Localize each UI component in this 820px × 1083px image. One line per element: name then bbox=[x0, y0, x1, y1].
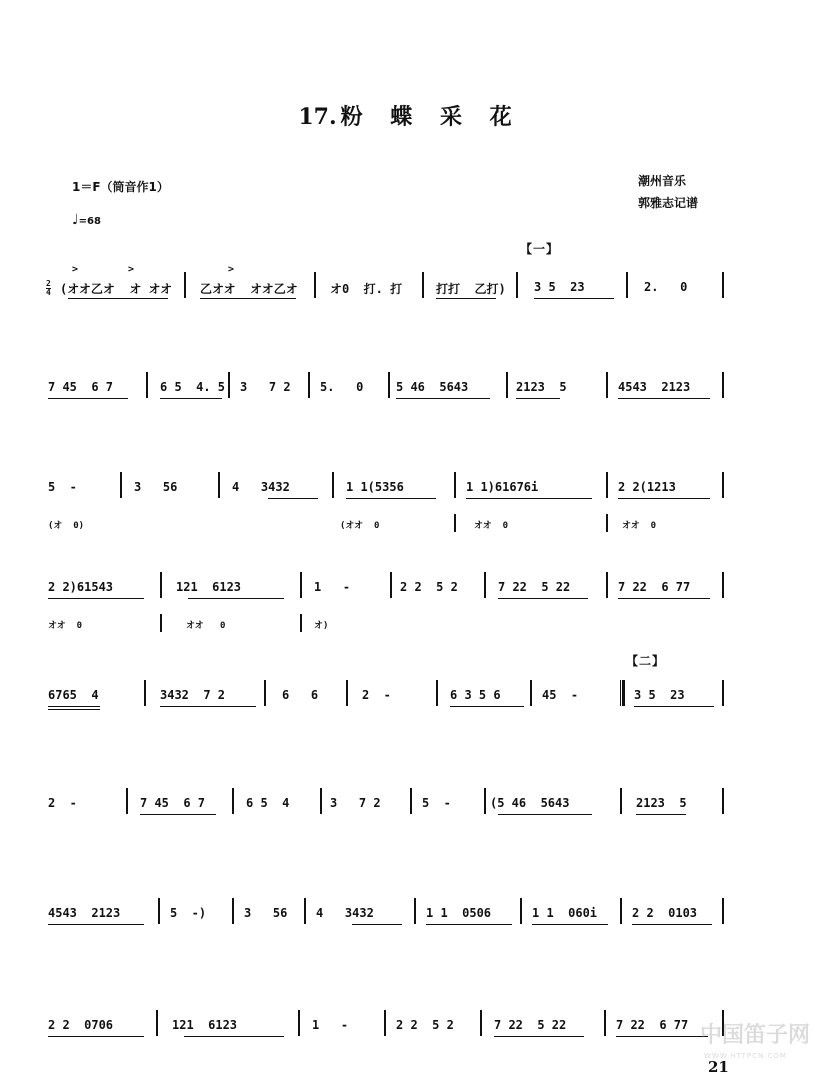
beam bbox=[184, 1036, 284, 1037]
barline bbox=[606, 472, 608, 498]
measure: 5 - bbox=[422, 796, 451, 810]
barline bbox=[722, 788, 724, 814]
barline bbox=[300, 572, 302, 598]
time-signature-top: 2 bbox=[46, 279, 51, 288]
measure: 5. 0 bbox=[320, 380, 364, 394]
measure: 2 2(1213 bbox=[618, 480, 676, 494]
barline bbox=[620, 898, 622, 924]
barline bbox=[320, 788, 322, 814]
measure: 3 5 23 bbox=[634, 688, 685, 702]
measure: 4543 2123 bbox=[48, 906, 121, 920]
barline bbox=[414, 898, 416, 924]
barline bbox=[436, 680, 438, 706]
notation-line-6 bbox=[0, 796, 820, 828]
barline bbox=[158, 898, 160, 924]
beam bbox=[494, 1036, 584, 1037]
beam bbox=[618, 398, 710, 399]
barline bbox=[722, 680, 724, 706]
barline bbox=[530, 680, 532, 706]
barline bbox=[722, 372, 724, 398]
section-marker-2: 【二】 bbox=[626, 654, 666, 668]
page-number: 21 bbox=[708, 1058, 729, 1076]
beam bbox=[498, 598, 588, 599]
measure: 7 22 6 77 bbox=[616, 1018, 689, 1032]
notation-credit: 郭雅志记谱 bbox=[638, 196, 699, 210]
barline bbox=[264, 680, 266, 706]
beam bbox=[48, 1036, 144, 1037]
barline bbox=[422, 272, 424, 298]
measure: 6765 4 bbox=[48, 688, 99, 702]
measure: (オオ乙オ オ オオ bbox=[60, 282, 173, 296]
barline bbox=[388, 372, 390, 398]
barline bbox=[146, 372, 148, 398]
beam bbox=[532, 924, 608, 925]
piece-number: 17. bbox=[298, 104, 337, 130]
measure: 7 22 5 22 bbox=[494, 1018, 567, 1032]
measure: 1 - bbox=[312, 1018, 349, 1032]
notation-line-3 bbox=[0, 480, 820, 512]
barline bbox=[410, 788, 412, 814]
barline bbox=[620, 788, 622, 814]
barline bbox=[606, 572, 608, 598]
barline bbox=[606, 372, 608, 398]
measure: 2. 0 bbox=[644, 280, 688, 294]
barline bbox=[300, 614, 302, 632]
measure: 45 - bbox=[542, 688, 579, 702]
measure: 1 1)61676i bbox=[466, 480, 539, 494]
measure: 乙オオ オオ乙オ bbox=[200, 282, 298, 296]
barline bbox=[520, 898, 522, 924]
measure: 6 3 5 6 bbox=[450, 688, 501, 702]
barline bbox=[384, 1010, 386, 1036]
barline bbox=[606, 514, 608, 532]
measure: 4 3432 bbox=[316, 906, 374, 920]
beam bbox=[48, 709, 100, 710]
percussion-measure: オオ 0 bbox=[622, 521, 656, 531]
beam bbox=[352, 924, 402, 925]
percussion-measure: (オ 0) bbox=[48, 521, 85, 531]
watermark-text: 中国笛子网 bbox=[700, 1023, 811, 1048]
percussion-measure: (オオ 0 bbox=[340, 521, 380, 531]
measure: 2 - bbox=[362, 688, 391, 702]
barline bbox=[160, 572, 162, 598]
barline bbox=[120, 472, 122, 498]
measure: 1 1 0506 bbox=[426, 906, 492, 920]
barline bbox=[298, 1010, 300, 1036]
measure: 2 2)61543 bbox=[48, 580, 114, 594]
beam bbox=[268, 498, 318, 499]
measure: 3 7 2 bbox=[330, 796, 381, 810]
percussion-measure: オオ 0 bbox=[48, 621, 82, 631]
beam bbox=[634, 706, 714, 707]
barline bbox=[144, 680, 146, 706]
measure: 7 45 6 7 bbox=[140, 796, 206, 810]
measure: 3432 7 2 bbox=[160, 688, 226, 702]
beam bbox=[160, 398, 222, 399]
percussion-measure: オ) bbox=[314, 621, 329, 631]
beam bbox=[498, 814, 592, 815]
barline bbox=[346, 680, 348, 706]
barline bbox=[722, 472, 724, 498]
measure: 1 - bbox=[314, 580, 351, 594]
measure: 3 5 23 bbox=[534, 280, 585, 294]
measure: 2 2 5 2 bbox=[400, 580, 458, 594]
barline bbox=[228, 372, 230, 398]
accent-mark: > bbox=[72, 264, 79, 275]
beam bbox=[618, 498, 710, 499]
barline bbox=[516, 272, 518, 298]
measure: 3 7 2 bbox=[240, 380, 291, 394]
measure: 2123 5 bbox=[636, 796, 687, 810]
beam bbox=[48, 598, 144, 599]
beam bbox=[426, 924, 512, 925]
measure: 6 5 4. 5 bbox=[160, 380, 226, 394]
barline bbox=[308, 372, 310, 398]
accent-mark: > bbox=[128, 264, 135, 275]
barline bbox=[484, 788, 486, 814]
barline bbox=[454, 472, 456, 498]
measure: 4543 2123 bbox=[618, 380, 691, 394]
barline bbox=[218, 472, 220, 498]
barline bbox=[480, 1010, 482, 1036]
beam bbox=[140, 814, 216, 815]
measure: (5 46 5643 bbox=[490, 796, 570, 810]
beam bbox=[636, 814, 686, 815]
barline bbox=[506, 372, 508, 398]
barline bbox=[626, 272, 628, 298]
barline bbox=[156, 1010, 158, 1036]
measure: 5 46 5643 bbox=[396, 380, 469, 394]
barline bbox=[332, 472, 334, 498]
measure: オ0 打. 打 bbox=[330, 282, 403, 296]
barline bbox=[722, 572, 724, 598]
barline bbox=[484, 572, 486, 598]
source-info bbox=[638, 170, 698, 214]
measure: 1 1 060i bbox=[532, 906, 598, 920]
beam bbox=[48, 398, 128, 399]
barline bbox=[390, 572, 392, 598]
barline bbox=[454, 514, 456, 532]
beam bbox=[534, 298, 614, 299]
barline bbox=[184, 272, 186, 298]
beam bbox=[200, 298, 296, 299]
measure: 2123 5 bbox=[516, 380, 567, 394]
tempo-marking bbox=[72, 212, 101, 228]
barline bbox=[722, 898, 724, 924]
watermark bbox=[680, 1010, 810, 1065]
measure: 5 -) bbox=[170, 906, 207, 920]
notation-line-2 bbox=[0, 380, 820, 412]
percussion-measure: オオ 0 bbox=[186, 621, 226, 631]
beam bbox=[396, 398, 490, 399]
accent-mark: > bbox=[228, 264, 235, 275]
double-barline bbox=[620, 680, 625, 706]
barline bbox=[722, 272, 724, 298]
beam bbox=[516, 398, 560, 399]
percussion-measure: オオ 0 bbox=[474, 521, 508, 531]
tempo-value: =68 bbox=[78, 216, 101, 227]
measure: 1 1(5356 bbox=[346, 480, 404, 494]
measure: 2 2 0706 bbox=[48, 1018, 114, 1032]
measure: 5 - bbox=[48, 480, 77, 494]
time-signature-bottom: 4 bbox=[46, 288, 51, 297]
measure: 2 2 5 2 bbox=[396, 1018, 454, 1032]
barline bbox=[160, 614, 162, 632]
beam bbox=[450, 706, 524, 707]
beam bbox=[160, 706, 256, 707]
beam bbox=[188, 598, 284, 599]
measure: 打打 乙打) bbox=[436, 282, 506, 296]
beam bbox=[618, 598, 710, 599]
piece-name: 粉 蝶 采 花 bbox=[340, 104, 522, 130]
beam bbox=[436, 298, 496, 299]
barline bbox=[304, 898, 306, 924]
notation-line-4 bbox=[0, 580, 820, 612]
measure: 6 6 bbox=[282, 688, 319, 702]
quarter-note-icon: ♩ bbox=[72, 212, 79, 228]
section-marker-1: 【一】 bbox=[520, 242, 560, 256]
measure: 4 3432 bbox=[232, 480, 290, 494]
notation-line-5 bbox=[0, 688, 820, 720]
barline bbox=[232, 788, 234, 814]
percussion-line-3 bbox=[0, 516, 820, 536]
measure: 121 6123 bbox=[172, 1018, 238, 1032]
measure: 7 45 6 7 bbox=[48, 380, 114, 394]
barline bbox=[604, 1010, 606, 1036]
notation-line-7 bbox=[0, 906, 820, 938]
barline bbox=[314, 272, 316, 298]
piece-title bbox=[0, 100, 820, 131]
measure: 3 56 bbox=[244, 906, 288, 920]
measure: 7 22 6 77 bbox=[618, 580, 691, 594]
percussion-line-4 bbox=[0, 616, 820, 636]
beam bbox=[466, 498, 592, 499]
measure: 7 22 5 22 bbox=[498, 580, 571, 594]
measure: 2 2 0103 bbox=[632, 906, 698, 920]
measure: 3 56 bbox=[134, 480, 178, 494]
barline bbox=[126, 788, 128, 814]
barline bbox=[232, 898, 234, 924]
beam bbox=[48, 924, 144, 925]
watermark-url: WWW.HTTPCN.COM bbox=[704, 1052, 787, 1060]
key-signature: 1＝F（筒音作1） bbox=[72, 180, 169, 194]
beam bbox=[632, 924, 712, 925]
measure: 2 - bbox=[48, 796, 77, 810]
origin-label: 潮州音乐 bbox=[638, 174, 687, 188]
beam bbox=[346, 498, 436, 499]
notation-line-1 bbox=[0, 264, 820, 312]
measure: 6 5 4 bbox=[246, 796, 290, 810]
beam bbox=[48, 706, 100, 707]
measure: 121 6123 bbox=[176, 580, 242, 594]
beam bbox=[68, 298, 168, 299]
